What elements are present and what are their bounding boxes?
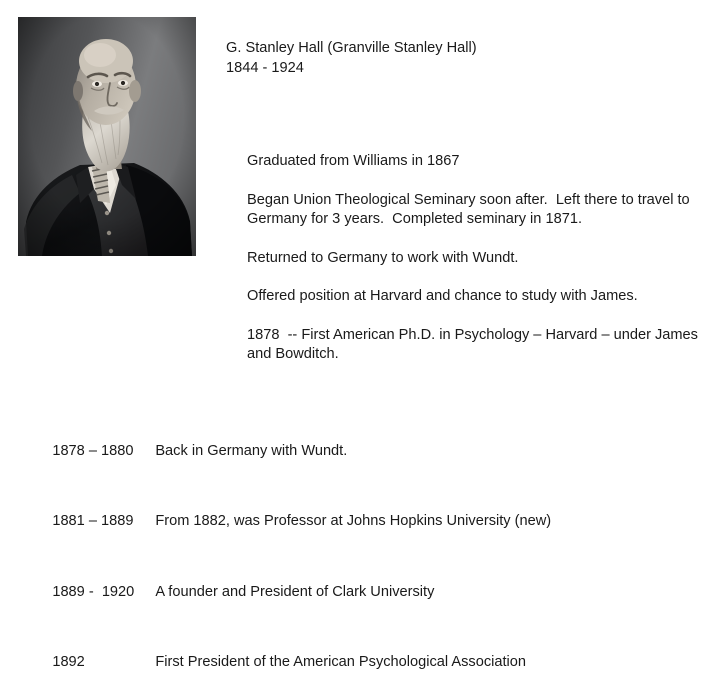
timeline-year: 1889 - 1920 — [52, 581, 155, 605]
timeline-year: 1881 – 1889 — [52, 510, 155, 534]
timeline-row — [28, 557, 698, 628]
timeline-row — [28, 416, 698, 487]
timeline-year: 1878 – 1880 — [52, 440, 155, 464]
portrait-illustration — [18, 17, 196, 256]
timeline-list — [28, 416, 698, 698]
title-name-line: G. Stanley Hall (Granville Stanley Hall) — [226, 38, 696, 58]
biography-paragraph: Began Union Theological Seminary soon after. Left there to travel to Germany for 3 years. Completed seminary in 1871. — [247, 191, 702, 230]
timeline-row — [28, 487, 698, 558]
timeline-description: Back in Germany with Wundt. — [155, 443, 347, 459]
timeline-year: 1892 — [52, 651, 155, 675]
slide-title — [226, 38, 696, 78]
biography-paragraph: Returned to Germany to work with Wundt. — [247, 249, 702, 269]
timeline-description: First President of the American Psychological Association — [155, 654, 526, 670]
timeline-description: From 1882, was Professor at Johns Hopkins University (new) — [155, 513, 551, 529]
biography-paragraph: 1878 -- First American Ph.D. in Psychology – Harvard – under James and Bowditch. — [247, 326, 702, 365]
timeline-row — [28, 628, 698, 698]
biography-paragraph: Offered position at Harvard and chance to study with James. — [247, 287, 702, 307]
title-dates-line: 1844 - 1924 — [226, 58, 696, 78]
timeline-description: A founder and President of Clark University — [155, 584, 434, 600]
biography-body — [247, 152, 702, 365]
biography-paragraph: Graduated from Williams in 1867 — [247, 152, 702, 172]
portrait-photo-g-stanley-hall — [18, 17, 196, 256]
